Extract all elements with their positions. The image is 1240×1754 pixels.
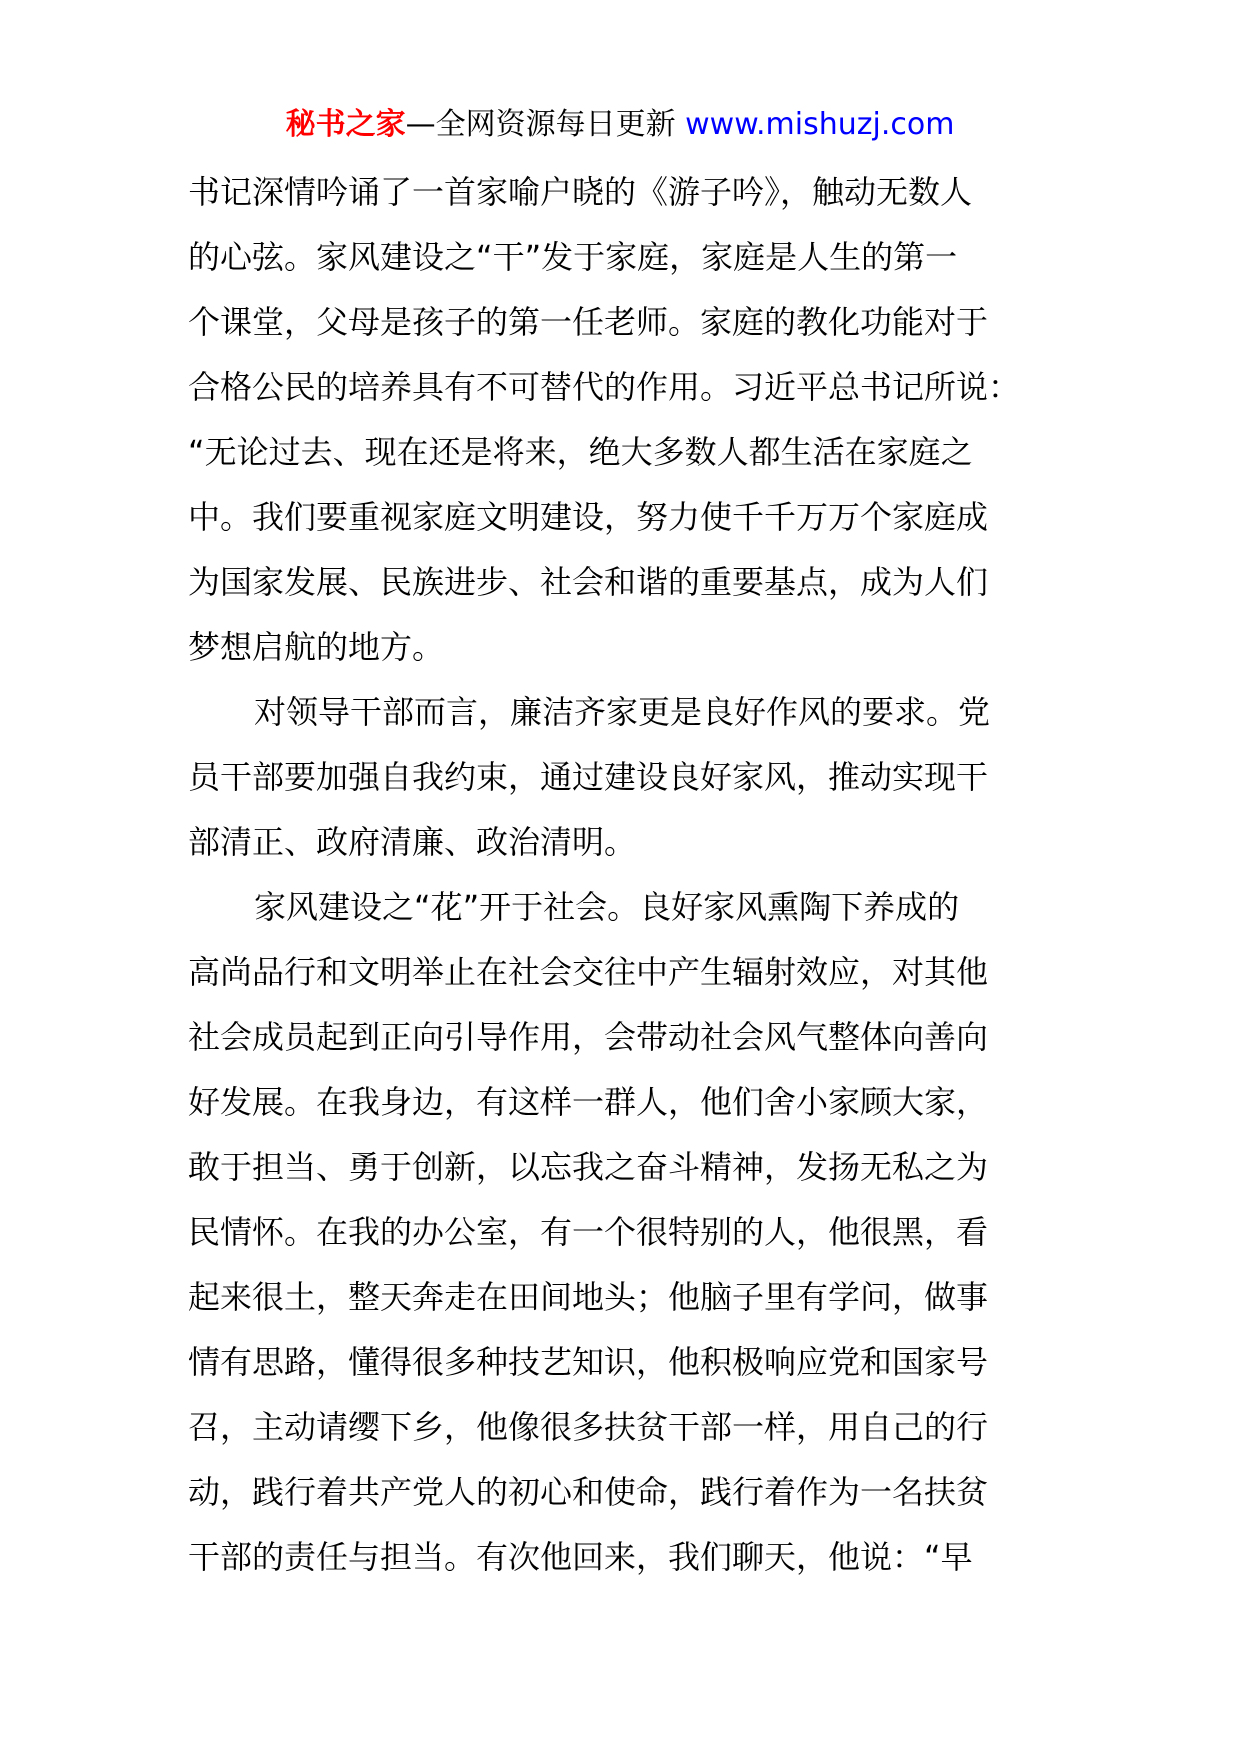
text-line: 梦想启航的地方。 xyxy=(188,628,445,666)
text-line: 员干部要加强自我约束，通过建设良好家风，推动实现干 xyxy=(188,758,989,796)
text-line: 的心弦。家风建设之“干”发于家庭，家庭是人生的第一 xyxy=(188,238,958,276)
text-line: 中。我们要重视家庭文明建设，努力使千千万万个家庭成 xyxy=(188,498,989,536)
text-line: 为国家发展、民族进步、社会和谐的重要基点，成为人们 xyxy=(188,563,989,601)
text-line: 情有思路，懂得很多种技艺知识，他积极响应党和国家号 xyxy=(188,1343,989,1381)
page-header xyxy=(0,102,1240,148)
text-line: 合格公民的培养具有不可替代的作用。习近平总书记所说： xyxy=(188,368,1021,406)
text-line: 部清正、政府清廉、政治清明。 xyxy=(188,823,637,861)
text-line: 好发展。在我身边，有这样一群人，他们舍小家顾大家， xyxy=(188,1083,989,1121)
text-line: 社会成员起到正向引导作用，会带动社会风气整体向善向 xyxy=(188,1018,989,1056)
text-line: 书记深情吟诵了一首家喻户晓的《游子吟》，触动无数人 xyxy=(188,173,973,211)
paragraph-start-line: 家风建设之“花”开于社会。良好家风熏陶下养成的 xyxy=(254,888,960,926)
header-tagline: —全网资源每日更新 xyxy=(405,107,676,142)
text-line: 个课堂，父母是孩子的第一任老师。家庭的教化功能对于 xyxy=(188,303,989,341)
header-brand: 秘书之家 xyxy=(285,107,406,142)
header-url-link[interactable]: www.mishuzj.com xyxy=(685,107,955,142)
text-line: 高尚品行和文明举止在社会交往中产生辐射效应，对其他 xyxy=(188,953,989,991)
text-line: 民情怀。在我的办公室，有一个很特别的人，他很黑，看 xyxy=(188,1213,989,1251)
text-line: “无论过去、现在还是将来，绝大多数人都生活在家庭之 xyxy=(188,433,973,471)
paragraph-start-line: 对领导干部而言，廉洁齐家更是良好作风的要求。党 xyxy=(254,693,991,731)
text-line: 干部的责任与担当。有次他回来，我们聊天，他说：“早 xyxy=(188,1538,973,1576)
text-line: 召，主动请缨下乡，他像很多扶贫干部一样，用自己的行 xyxy=(188,1408,989,1446)
text-line: 起来很土，整天奔走在田间地头；他脑子里有学问，做事 xyxy=(188,1278,989,1316)
document-body xyxy=(188,160,1068,1590)
text-line: 敢于担当、勇于创新，以忘我之奋斗精神，发扬无私之为 xyxy=(188,1148,989,1186)
text-line: 动，践行着共产党人的初心和使命，践行着作为一名扶贫 xyxy=(188,1473,989,1511)
